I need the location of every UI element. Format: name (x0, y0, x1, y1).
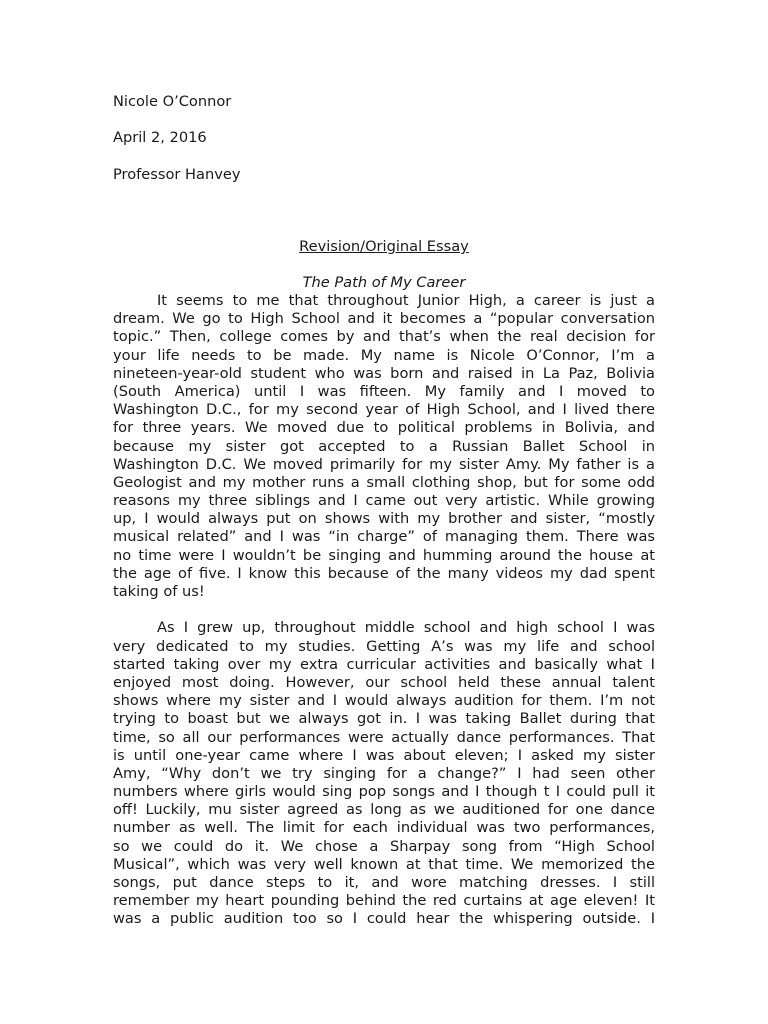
paragraph-1 (113, 292, 655, 601)
text-line: started taking over my extra curricular activities and basically what I (113, 655, 655, 673)
text-line: songs, put dance steps to it, and wore matching dresses. I still (113, 874, 655, 891)
text-line: because my sister got accepted to a Russian Ballet School in (113, 437, 655, 455)
text-line: reasons my three siblings and I came out very artistic. While growing (113, 492, 655, 510)
essay-body (113, 292, 655, 929)
text-line: remember my heart pounding behind the red curtains at age eleven! It (113, 892, 655, 910)
text-line: nineteen-year-old student who was born and raised in La Paz, Bolivia (113, 364, 655, 382)
text-line: Washington D.C., for my second year of High School, and I lived there (113, 401, 655, 419)
text-line: taking of us! (113, 583, 205, 600)
text-line: off! Luckily, mu sister agreed as long as we auditioned for one dance (113, 801, 655, 819)
text-line: so we could do it. We chose a Sharpay song from “High School (113, 837, 655, 855)
text-line: up, I would always put on shows with my brother and sister, “mostly (113, 510, 655, 528)
text-line: Geologist and my mother runs a small clothing shop, but for some odd (113, 473, 655, 491)
text-line: Musical”, which was very well known at that time. We memorized the (113, 855, 655, 873)
text-line: Amy, “Why don’t we try singing for a change?” I had seen other (113, 764, 655, 782)
text-line: is until one-year came where I was about eleven; I asked my sister (113, 746, 655, 764)
text-line: shows where my sister and I would always audition for them. I’m not (113, 692, 655, 710)
text-line: As I grew up, throughout middle school and high school I was (157, 619, 655, 637)
essay-date: April 2, 2016 (113, 129, 207, 146)
text-line: very dedicated to my studies. Getting A’s was my life and school (113, 637, 655, 655)
paragraph-2 (113, 619, 655, 928)
text-line: It seems to me that throughout Junior High, a career is just a (157, 292, 655, 309)
text-line: topic.” Then, college comes by and that’s when the real decision for (113, 328, 655, 346)
text-line: was a public audition too so I could hear the whispering outside. I (113, 910, 655, 928)
text-line: (South America) until I was fifteen. My family and I moved to (113, 382, 655, 400)
text-line: your life needs to be made. My name is Nicole O’Connor, I’m a (113, 346, 655, 364)
text-line: number as well. The limit for each individual was two performances, (113, 819, 655, 837)
text-line: enjoyed most doing. However, our school held these annual talent (113, 673, 655, 691)
essay-title: The Path of My Career (302, 274, 466, 291)
professor-name: Professor Hanvey (113, 166, 241, 183)
author-name: Nicole O’Connor (113, 93, 232, 110)
text-line: no time were I wouldn’t be singing and humming around the house at (113, 546, 655, 564)
text-line: trying to boast but we always got in. I was taking Ballet during that (113, 710, 655, 728)
paragraph-gap (113, 601, 655, 619)
text-line: time, so all our performances were actually dance performances. That (113, 728, 655, 746)
text-line: for three years. We moved due to political problems in Bolivia, and (113, 419, 655, 437)
document-heading: Revision/Original Essay (299, 238, 469, 255)
text-line: Washington D.C. We moved primarily for my sister Amy. My father is a (113, 455, 655, 473)
text-line: the age of five. I know this because of the many videos my dad spent (113, 564, 655, 582)
text-line: dream. We go to High School and it becomes a “popular conversation (113, 310, 655, 328)
text-line: musical related” and I was “in charge” of managing them. There was (113, 528, 655, 546)
text-line: numbers where girls would sing pop songs and I though t I could pull it (113, 783, 655, 801)
